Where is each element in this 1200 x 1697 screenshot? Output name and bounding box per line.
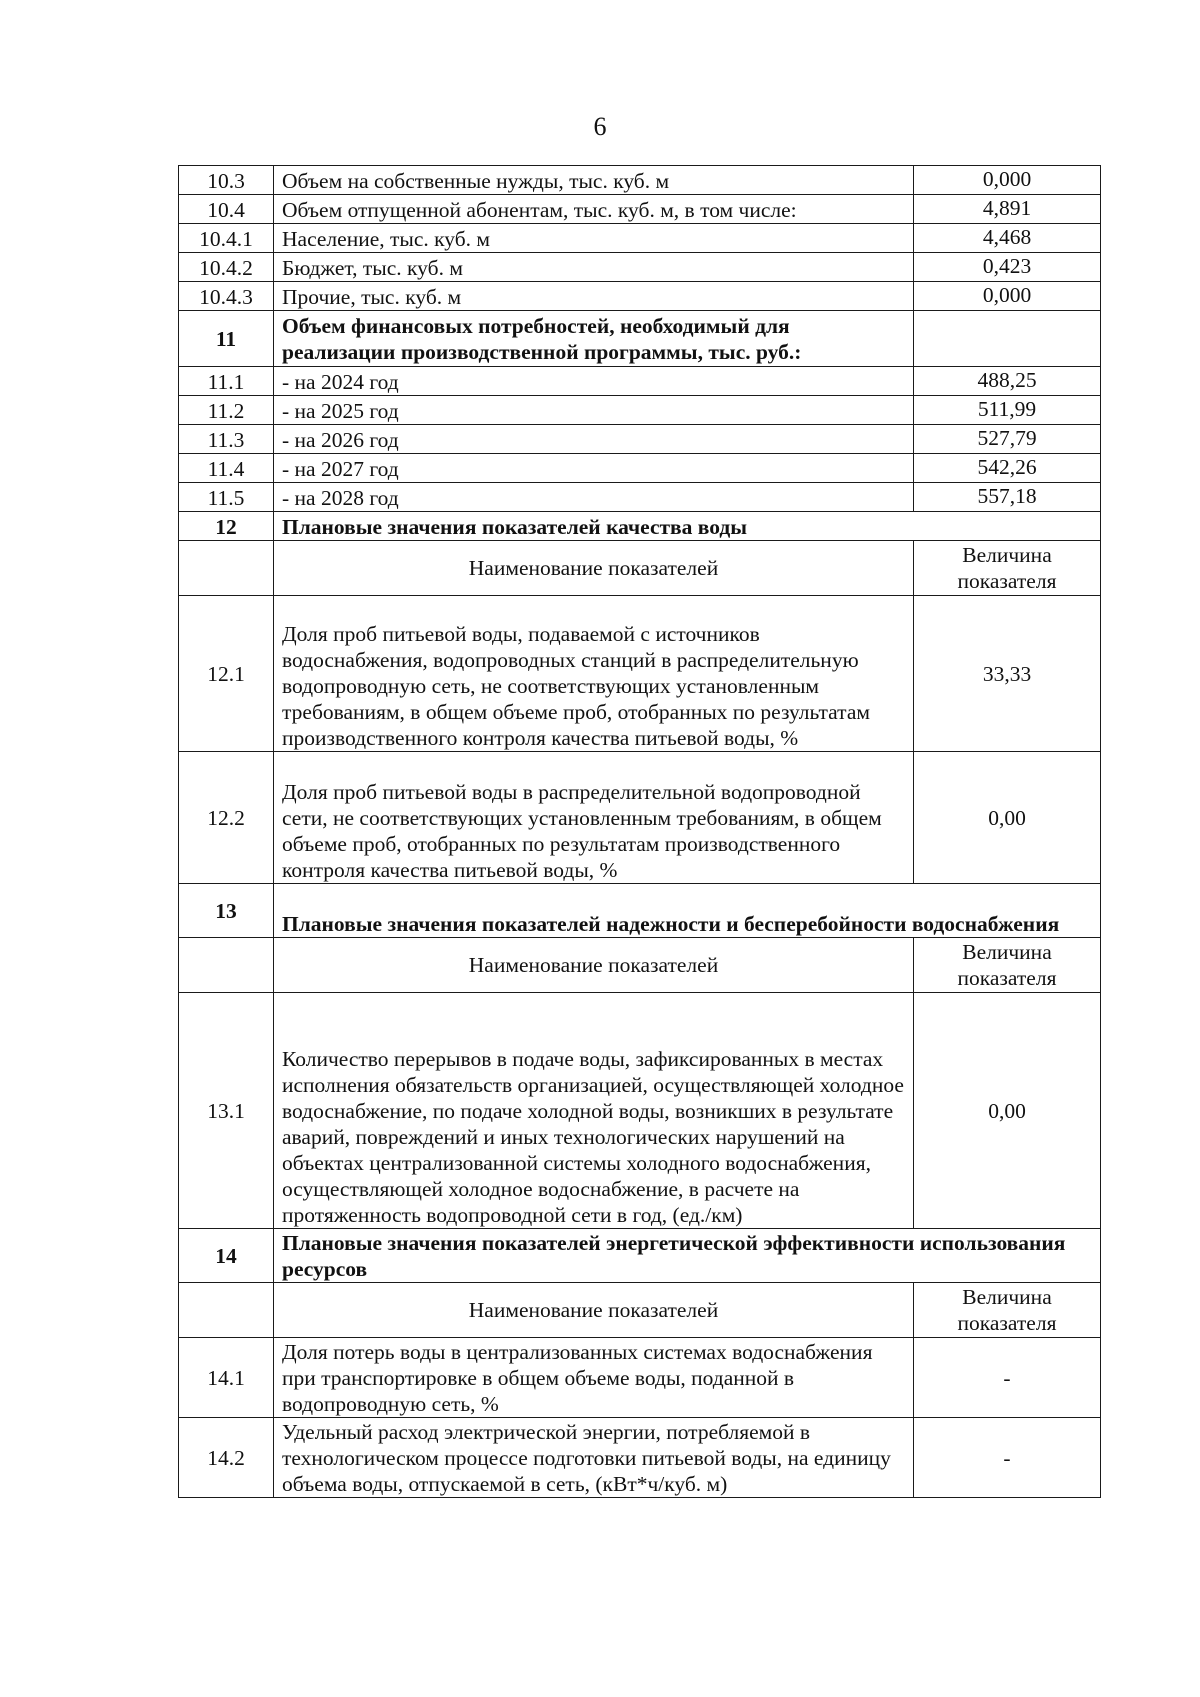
row-value: - [914,1418,1101,1498]
row-value: 0,000 [914,282,1101,311]
row-name: Доля проб питьевой воды в распределительной водопроводной сети, не соответствующих установленным требованиям, в общем объеме проб, отобранных по результатам производственного контроля качества питьевой воды, % [274,752,914,884]
row-name: - на 2025 год [274,396,914,425]
section-number: 11 [179,311,274,367]
indicator-name-header: Наименование показателей [274,938,914,993]
row-name: Количество перерывов в подаче воды, зафиксированных в местах исполнения обязательств организацией, осуществляющей холодное водоснабжение, по подаче холодной воды, возникших в результате аварий, повреждений и иных технологических нарушений на объектах централизованной системы холодного водоснабжения, осуществляющей холодное водоснабжение, в расчете на протяженность водопроводной сети в год, (ед./км) [274,993,914,1229]
table-row [179,993,1101,1229]
row-number: 10.4 [179,195,274,224]
row-number: 10.4.1 [179,224,274,253]
row-number: 12.1 [179,596,274,752]
row-name: - на 2026 год [274,425,914,454]
section-title: Плановые значения показателей качества воды [274,512,1101,541]
empty-cell [179,1283,274,1338]
table-row [179,1338,1101,1418]
indicator-name-header: Наименование показателей [274,1283,914,1338]
row-name: Удельный расход электрической энергии, потребляемой в технологическом процессе подготовки питьевой воды, на единицу объема воды, отпускаемой в сеть, (кВт*ч/куб. м) [274,1418,914,1498]
table-row [179,166,1101,195]
row-number: 14.2 [179,1418,274,1498]
row-number: 10.3 [179,166,274,195]
row-value: 0,000 [914,166,1101,195]
section-header-row [179,884,1101,938]
indicator-value-header: Величина показателя [914,541,1101,596]
section-number: 14 [179,1229,274,1283]
indicator-name-header: Наименование показателей [274,541,914,596]
indicator-value-header: Величина показателя [914,938,1101,993]
row-number: 10.4.2 [179,253,274,282]
section-title: Плановые значения показателей надежности и бесперебойности водоснабжения [274,884,1101,938]
row-number: 10.4.3 [179,282,274,311]
section-number: 12 [179,512,274,541]
row-name: - на 2024 год [274,367,914,396]
section-header-row [179,1229,1101,1283]
indicator-value-header: Величина показателя [914,1283,1101,1338]
empty-cell [179,541,274,596]
row-value: - [914,1338,1101,1418]
table-row [179,425,1101,454]
section-header-row [179,311,1101,367]
indicator-header-row [179,1283,1101,1338]
row-number: 11.1 [179,367,274,396]
row-value: 557,18 [914,483,1101,512]
program-table [178,165,1101,1498]
table-row [179,454,1101,483]
section-header-row [179,512,1101,541]
row-value: 0,00 [914,993,1101,1229]
row-name: Население, тыс. куб. м [274,224,914,253]
table-row [179,1418,1101,1498]
section-title: Плановые значения показателей энергетической эффективности использования ресурсов [274,1229,1101,1283]
section-title: Объем финансовых потребностей, необходимый для реализации производственной программы, тыс. руб.: [274,311,914,367]
table-row [179,253,1101,282]
row-name: Объем отпущенной абонентам, тыс. куб. м, в том числе: [274,195,914,224]
empty-cell [914,311,1101,367]
row-value: 527,79 [914,425,1101,454]
row-name: Объем на собственные нужды, тыс. куб. м [274,166,914,195]
row-name: Бюджет, тыс. куб. м [274,253,914,282]
row-value: 4,891 [914,195,1101,224]
table-row [179,367,1101,396]
table-row [179,195,1101,224]
row-value: 0,00 [914,752,1101,884]
page-number: 6 [593,112,607,141]
row-name: Доля проб питьевой воды, подаваемой с источников водоснабжения, водопроводных станций в распределительную водопроводную сеть, не соответствующих установленным требованиям, в общем объеме проб, отобранных по результатам производственного контроля качества питьевой воды, % [274,596,914,752]
table-row [179,224,1101,253]
table-row [179,596,1101,752]
row-name: Прочие, тыс. куб. м [274,282,914,311]
row-value: 542,26 [914,454,1101,483]
row-number: 13.1 [179,993,274,1229]
row-number: 11.3 [179,425,274,454]
row-value: 488,25 [914,367,1101,396]
row-value: 33,33 [914,596,1101,752]
row-number: 11.2 [179,396,274,425]
section-number: 13 [179,884,274,938]
row-number: 14.1 [179,1338,274,1418]
table-row [179,752,1101,884]
row-number: 12.2 [179,752,274,884]
indicator-header-row [179,938,1101,993]
row-name: - на 2027 год [274,454,914,483]
row-value: 0,423 [914,253,1101,282]
row-name: - на 2028 год [274,483,914,512]
row-name: Доля потерь воды в централизованных системах водоснабжения при транспортировке в общем объеме воды, поданной в водопроводную сеть, % [274,1338,914,1418]
indicator-header-row [179,541,1101,596]
table-row [179,396,1101,425]
table-row [179,282,1101,311]
row-value: 511,99 [914,396,1101,425]
row-value: 4,468 [914,224,1101,253]
table-row [179,483,1101,512]
empty-cell [179,938,274,993]
row-number: 11.5 [179,483,274,512]
row-number: 11.4 [179,454,274,483]
